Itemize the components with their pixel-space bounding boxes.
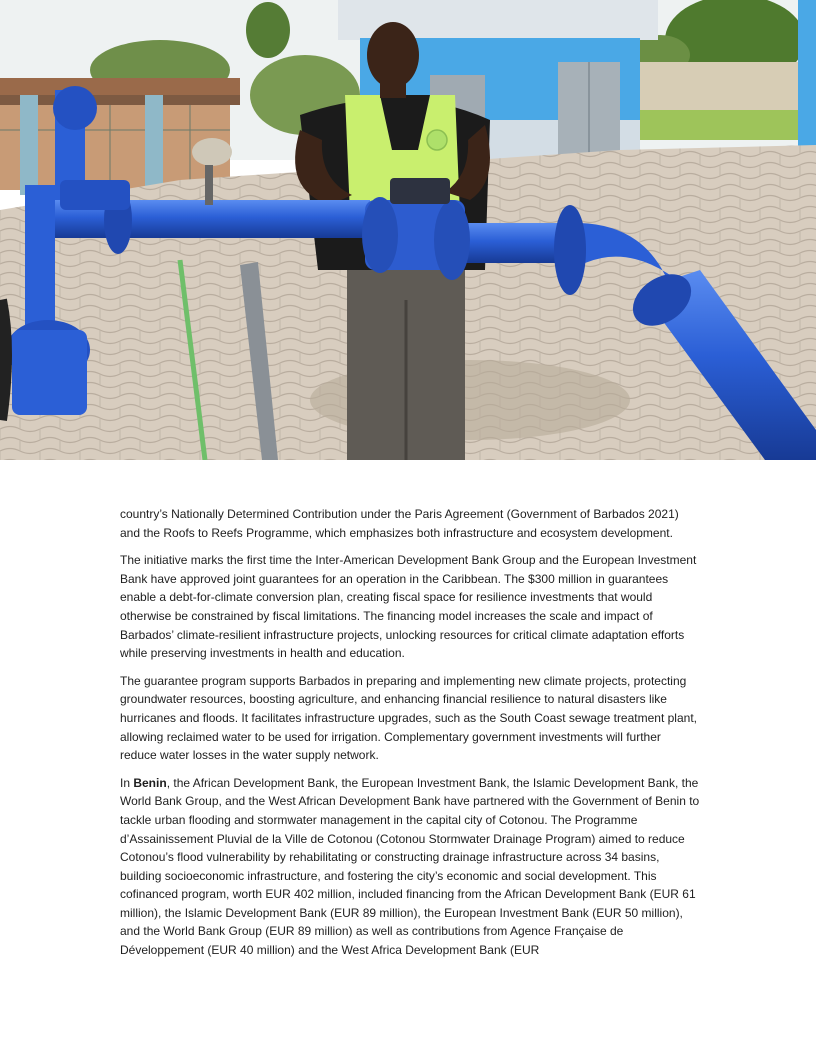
hero-photo (0, 0, 816, 460)
benin-bold: Benin (133, 775, 167, 790)
paragraph-guarantee-program: The guarantee program supports Barbados in preparing and implementing new climate projects, protecting groundwater resources, boosting agriculture, and enhancing financial resilience to natural disasters like hurricanes and floods. It facilitates infrastructure upgrades, such as the South Coast sewage treatment plant, allowing reclaimed water to be used for irrigation. Complementary government investments will further reduce water losses in the water supply network. (120, 673, 697, 763)
body-text (120, 505, 700, 969)
paragraph-joint-guarantees: The initiative marks the first time the Inter-American Development Bank Group and the European Investment Bank have approved joint guarantees for an operation in the Caribbean. The $300 million in guarantees enable a debt-for-climate conversion plan, creating fiscal space for resilience investments that would otherwise be constrained by fiscal limitations. The financing model increases the scale and impact of Barbados’ climate-resilient infrastructure projects, unlocking resources for critical climate adaptation efforts while preserving investments in health and education. (120, 553, 697, 661)
benin-rest: , the African Development Bank, the European Investment Bank, the Islamic Development Bank, the World Bank Group, and the West African Development Bank have partnered with the Government of Benin to tackle urban flooding and stormwater management in the capital city of Cotonou. The Programme d’Assainissement Pluvial de la Ville de Cotonou (Cotonou Stormwater Drainage Program) aimed to reduce Cotonou’s flood vulnerability by rehabilitating or constructing drainage infrastructure across 34 basins, building socioeconomic infrastructure, and fostering the city’s economic and social development. This cofinanced program, worth EUR 402 million, included financing from the African Development Bank (EUR 61 million), the Islamic Development Bank (EUR 89 million), the European Investment Bank (EUR 50 million), and the World Bank Group (EUR 89 million) as well as contributions from Agence Française de Développement (EUR 40 million) and the West Africa Development Bank (EUR (120, 775, 700, 958)
benin-prefix: In (120, 775, 134, 790)
paragraph-benin (120, 774, 700, 960)
paragraph-barbados-ndc: country’s Nationally Determined Contribution under the Paris Agreement (Government of Barbados 2021) and the Roofs to Reefs Programme, which emphasizes both infrastructure and ecosystem development. (120, 507, 679, 540)
